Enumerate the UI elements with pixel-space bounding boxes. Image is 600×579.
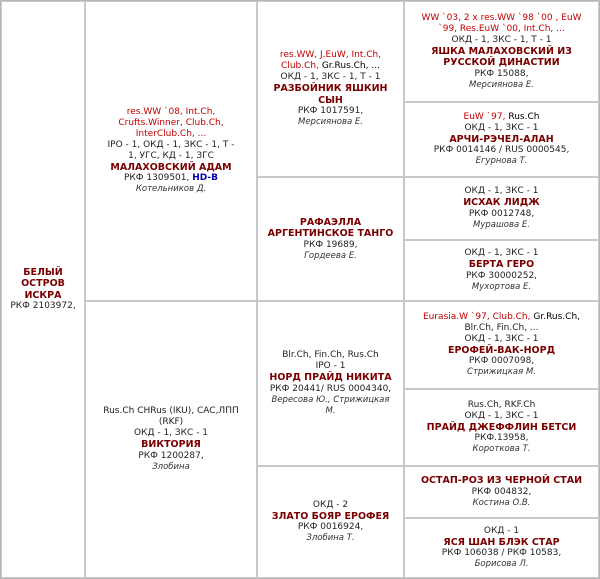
ddd-name: ЯСЯ ШАН БЛЭК СТАР — [443, 536, 560, 548]
sire-reg-line — [124, 173, 218, 184]
sd-reg: РКФ 19689, — [303, 239, 358, 250]
sire-dam-cell — [257, 177, 404, 301]
ddd-reg: РКФ 106038 / РКФ 10583, — [441, 548, 562, 559]
ss-name: РАЗБОЙНИК ЯШКИН — [273, 83, 388, 94]
sdd-reg: РКФ 30000252, — [465, 270, 538, 281]
subject-name-line: ОСТРОВ — [21, 278, 65, 290]
dsd-tests: ОКД - 1, ЗКС - 1 — [464, 410, 539, 421]
sire-cell — [85, 1, 257, 301]
dsd-cell — [404, 389, 599, 466]
ssd-name: АРЧИ-РЭЧЕЛ-АЛАН — [449, 133, 554, 145]
ds-name: НОРД ПРАЙД НИКИТА — [269, 372, 392, 384]
ssd-cell — [404, 102, 599, 177]
dss-name: ЕРОФЕЙ-ВАК-НОРД — [447, 344, 556, 356]
sd-owner: Гордеева Е. — [304, 250, 357, 261]
dss-titles: Gr.Rus.Ch, — [530, 311, 581, 322]
ss-tests: ОКД - 1, ЗКС - 1, Т - 1 — [280, 72, 381, 82]
dd-tests: ОКД - 2 — [312, 499, 349, 510]
sss-name: ЯШКА МАЛАХОВСКИЙ ИЗ — [431, 45, 572, 57]
dsd-titles: Rus.Ch, RKF.Ch — [467, 399, 536, 410]
dam-titles: (RKF) — [158, 417, 184, 428]
dss-tests: ОКД - 1, ЗКС - 1 — [464, 333, 539, 344]
ss-name: СЫН — [318, 94, 343, 106]
ddd-cell — [404, 518, 599, 578]
sire-tests: 1, УГС, КД - 1, ЗГС — [128, 150, 214, 161]
sire-name: МАЛАХОВСКИЙ АДАМ — [110, 161, 232, 173]
dds-name: ОСТАП-РОЗ ИЗ ЧЕРНОЙ СТАИ — [420, 475, 583, 487]
dss-titles-line — [423, 312, 580, 323]
dsd-reg: РКФ.13958, — [474, 433, 529, 444]
ss-titles: Gr.Rus.Ch, ... — [318, 61, 380, 71]
sire-titles: InterClub.Ch, ... — [135, 128, 207, 139]
subject-reg: РКФ 2103972, — [10, 301, 76, 312]
ds-reg: РКФ 20441/ RUS 0004340, — [269, 383, 392, 394]
sdd-cell — [404, 240, 599, 301]
dam-tests: ОКД - 1, ЗКС - 1 — [133, 428, 209, 439]
sire-titles: Crufts.Winner, Club.Ch, — [118, 117, 224, 128]
sds-name: ИСХАК ЛИДЖ — [463, 197, 540, 209]
dam-titles: Rus.Ch CHRus (IKU), CAC,ЛПП — [103, 406, 239, 417]
ssd-titles: EuW `97, — [463, 111, 506, 122]
sd-name: РАФАЭЛЛА — [299, 216, 362, 228]
sds-owner: Мурашова Е. — [473, 219, 530, 230]
ss-titles-line2 — [281, 61, 380, 72]
dss-cell — [404, 301, 599, 389]
ssd-titles: Rus.Ch — [505, 111, 540, 122]
dss-titles: Blr.Ch, Fin.Ch, ... — [464, 322, 539, 333]
sdd-tests: ОКД - 1, ЗКС - 1 — [464, 248, 539, 259]
dds-reg: РКФ 004832, — [471, 486, 532, 497]
dam-name: ВИКТОРИЯ — [141, 439, 201, 451]
ds-owner: Вересова Ю., Стрижицкая — [271, 394, 390, 405]
dss-reg: РКФ 0007098, — [468, 356, 535, 367]
dam-dam-cell — [257, 466, 404, 578]
ss-owner: Мерсиянова Е. — [297, 117, 364, 127]
dss-titles: Eurasia.W `97, Club.Ch, — [422, 311, 531, 322]
ds-tests: IPO - 1 — [315, 361, 346, 372]
ss-titles: Club.Ch, — [281, 61, 319, 71]
dss-owner: Стрижицкая М. — [467, 367, 536, 378]
ssd-tests: ОКД - 1, ЗКС - 1 — [464, 122, 539, 133]
ddd-tests: ОКД - 1 — [483, 525, 520, 536]
dam-owner: Злобина — [152, 461, 190, 472]
ss-reg: РКФ 1017591, — [297, 106, 364, 116]
sss-titles: WW `03, 2 x res.WW `98 `00 , EuW — [421, 12, 582, 23]
ssd-reg: РКФ 0014146 / RUS 0000545, — [433, 145, 570, 156]
dsd-name: ПРАЙД ДЖЕФФЛИН БЕТСИ — [426, 421, 577, 433]
dd-owner: Злобина Т. — [306, 533, 355, 544]
dsd-owner: Короткова Т. — [472, 444, 531, 455]
sdd-owner: Мухортова Е. — [471, 281, 532, 292]
sire-tests: IPO - 1, ОКД - 1, ЗКС - 1, Т - — [107, 139, 235, 150]
ssd-titles-line — [464, 112, 540, 123]
dam-sire-cell — [257, 301, 404, 466]
sss-cell — [404, 1, 599, 102]
sdd-name: БЕРТА ГЕРО — [468, 259, 535, 271]
sire-hd-badge: HD-B — [192, 173, 218, 184]
ds-titles: Blr.Ch, Fin.Ch, Rus.Ch — [282, 350, 379, 361]
sds-tests: ОКД - 1, ЗКС - 1 — [464, 186, 539, 197]
ssd-owner: Егурнова Т. — [475, 156, 528, 167]
dam-cell — [85, 301, 257, 578]
sss-titles: `99, Res.EuW `00, Int.Ch, ... — [438, 23, 565, 34]
sss-name: РУССКОЙ ДИНАСТИИ — [443, 57, 560, 68]
sss-tests: ОКД - 1, ЗКС - 1, Т - 1 — [451, 34, 552, 45]
sds-cell — [404, 177, 599, 240]
ddd-owner: Борисова Л. — [474, 559, 529, 570]
ds-owner: М. — [325, 405, 336, 416]
sire-titles: res.WW `08, Int.Ch, — [126, 106, 216, 117]
sire-reg: РКФ 1309501, — [123, 173, 190, 184]
dds-owner: Костина О.В. — [472, 497, 531, 508]
sire-owner: Котельников Д. — [135, 184, 207, 195]
ss-titles: res.WW, J.EuW, Int.Ch, — [279, 50, 382, 60]
sd-name: АРГЕНТИНСКОЕ ТАНГО — [267, 228, 394, 239]
sss-reg: РКФ 15088, — [474, 68, 529, 79]
dam-reg: РКФ 1200287, — [138, 450, 204, 461]
dds-cell — [404, 466, 599, 518]
sire-sire-cell — [257, 1, 404, 177]
sss-owner: Мерсиянова Е. — [468, 79, 535, 90]
subject-name-line: ИСКРА — [24, 289, 62, 301]
subject-cell — [1, 1, 85, 578]
sds-reg: РКФ 0012748, — [468, 208, 535, 219]
dd-reg: РКФ 0016924, — [297, 522, 364, 533]
subject-name-line: БЕЛЫЙ — [23, 266, 63, 278]
dd-name: ЗЛАТО БОЯР ЕРОФЕЯ — [271, 510, 390, 522]
